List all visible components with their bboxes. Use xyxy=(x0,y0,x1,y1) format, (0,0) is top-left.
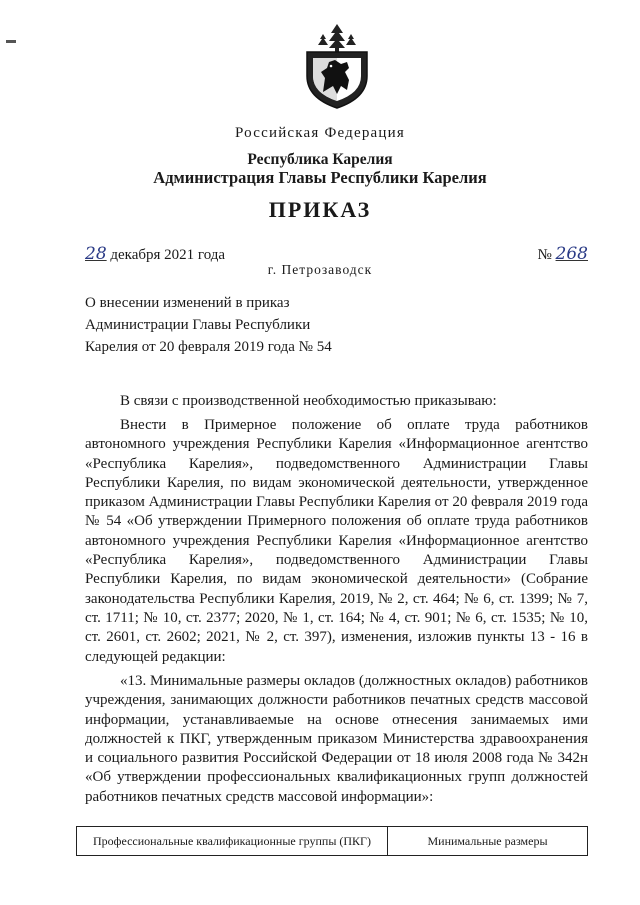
scan-mark xyxy=(6,40,16,43)
intro-sentence: В связи с производственной необходимостью приказываю: xyxy=(120,393,497,409)
body-paragraph-1 xyxy=(85,416,588,667)
coat-of-arms-icon xyxy=(303,24,371,110)
paragraph-text: Внести в Примерное положение об оплате труда работников автономного учреждения Республики Карелия «Информационное агентство «Республика Карелия», подведомственного Администрации Главы Республики Карелия, по видам экономической деятельности, утвержденное приказом Администрации Главы Республики Карелия от 20 февраля 2019 года № 54 «Об утверждении Примерного положения об оплате труда работников автономного учреждения Республики Карелия «Информационное агентство «Республика Карелия», подведомственного Администрации Главы Республики Карелия, по видам экономической деятельности» (Собрание законодательства Республики Карелия, 2019, № 2, ст. 464; № 6, ст. 1399; № 7, ст. 1711; № 10, ст. 2377; 2020, № 1, ст. 164; № 4, ст. 901; № 6, ст. 1535; № 10, ст. 2601, ст. 2602; 2021, № 2, ст. 397), изменения, изложив пункты 13 - 16 в следующей редакции: xyxy=(85,417,588,665)
table-header-cell: Профессиональные квалификационные группы (ПКГ) xyxy=(77,827,388,855)
subject-block xyxy=(85,292,332,358)
subject-line: Администрации Главы Республики xyxy=(85,317,311,333)
document-type-title: ПРИКАЗ xyxy=(268,197,372,222)
document-date xyxy=(85,244,225,264)
republic-name: Республика Карелия xyxy=(247,151,393,168)
administration-name: Администрация Главы Республики Карелия xyxy=(153,168,487,187)
date-month-year: декабря 2021 года xyxy=(110,247,226,263)
country-name: Российская Федерация xyxy=(235,125,405,141)
date-day-handwritten: 28 xyxy=(85,244,107,264)
paragraph-text: «13. Минимальные размеры окладов (должностных окладов) работников учреждения, занимающих должности работников печатных средств массовой информации, устанавливаемые на основе отнесения занимаемых ими должностей к ПКГ, утвержденным приказом Министерства здравоохранения и социального развития Российской Федерации от 18 июля 2008 года № 342н «Об утверждении профессиональных квалификационных групп должностей работников печатных средств массовой информации»: xyxy=(85,673,588,805)
salary-table xyxy=(76,826,588,856)
city-name: г. Петрозаводск xyxy=(267,262,373,277)
number-handwritten: 268 xyxy=(555,244,588,264)
number-prefix: № xyxy=(537,247,552,263)
document-number xyxy=(537,244,588,264)
subject-line: Карелия от 20 февраля 2019 года № 54 xyxy=(85,339,332,355)
body-paragraph-2 xyxy=(85,672,588,807)
table-header-cell: Минимальные размеры xyxy=(427,833,548,848)
subject-line: О внесении изменений в приказ xyxy=(85,295,290,311)
